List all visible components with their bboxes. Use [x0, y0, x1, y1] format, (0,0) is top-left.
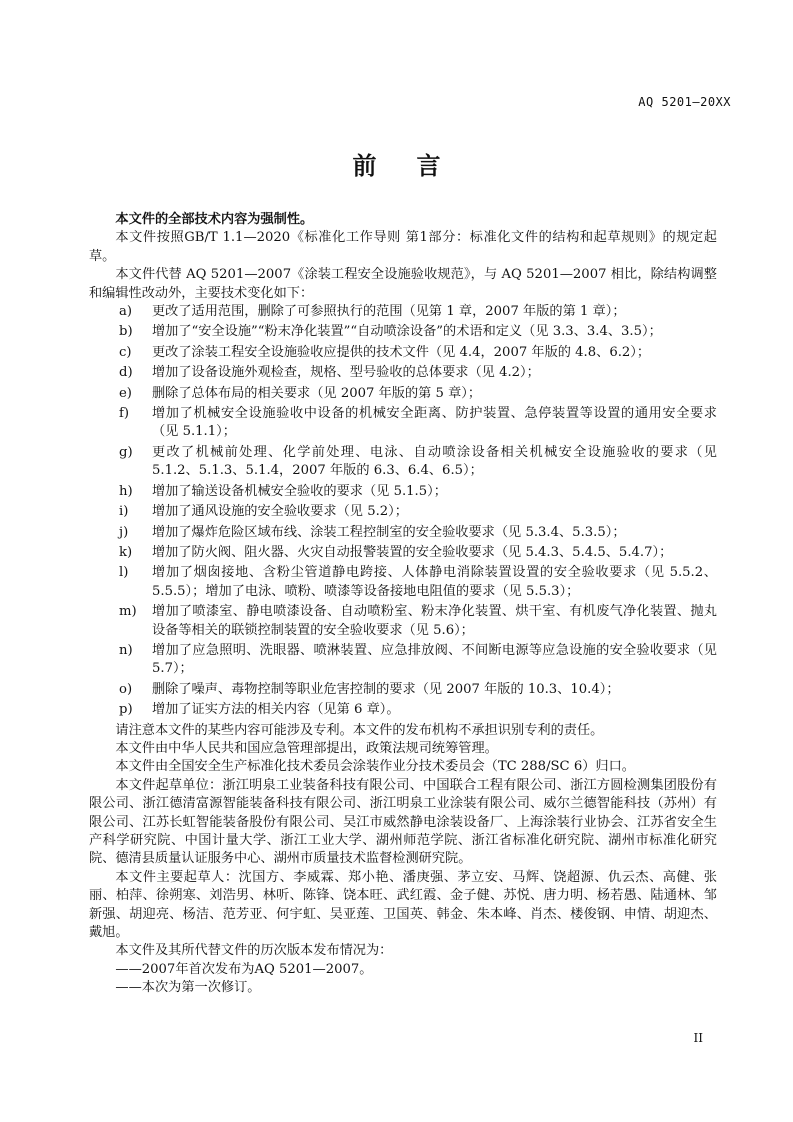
list-item [89, 681, 717, 699]
list-text: 增加了烟囱接地、含粉尘管道静电跨接、人体静电消除装置设置的安全验收要求（见 5.5.2、5.5.5）；增加了电泳、喷粉、喷漆等设备接地电阻值的要求（见 5.5.3）； [152, 565, 717, 599]
page-number: II [693, 1031, 703, 1045]
list-marker: e) [119, 385, 132, 401]
replaces-paragraph: 本文件代替 AQ 5201—2007《涂装工程安全设施验收规范》，与 AQ 5201—2007 相比，除结构调整和编辑性改动外，主要技术变化如下： [89, 267, 717, 301]
list-text: 增加了喷漆室、静电喷漆设备、自动喷粉室、粉末净化装置、烘干室、有机废气净化装置、抛丸设备等相关的联锁控制装置的安全验收要求（见 5.6）； [152, 604, 717, 638]
list-item [89, 364, 717, 382]
list-item [89, 303, 717, 321]
list-marker: c) [119, 344, 132, 360]
list-text: 增加了证实方法的相关内容（见第 6 章）。 [152, 702, 400, 718]
list-item [89, 603, 717, 640]
list-item [89, 444, 717, 481]
list-marker: f) [119, 406, 130, 422]
list-marker: i) [119, 504, 129, 520]
list-text: 增加了机械安全设施验收中设备的机械安全距离、防护装置、急停装置等设置的通用安全要求（见 5.1.1）； [152, 406, 717, 440]
list-marker: j) [119, 524, 129, 540]
list-item [89, 701, 717, 719]
list-marker: p) [119, 702, 133, 718]
list-marker: g) [119, 444, 133, 460]
list-item [89, 344, 717, 362]
list-marker: k) [119, 544, 133, 560]
history-item-current: ——本次为第一次修订。 [115, 980, 261, 996]
title-char-1: 前 [352, 151, 377, 180]
list-text: 增加了防火阀、阻火器、火灾自动报警装置的安全验收要求（见 5.4.3、5.4.5、5.4.7）； [152, 544, 673, 560]
list-text: 增加了“安全设施”“粉末净化装置”“自动喷涂设备”的术语和定义（见 3.3、3.4、3.5）； [152, 324, 662, 340]
committee-paragraph: 本文件由全国安全生产标准化技术委员会涂装作业分技术委员会（TC 288/SC 6）归口。 [115, 759, 635, 775]
list-item [89, 642, 717, 679]
list-marker: b) [119, 324, 133, 340]
list-text: 更改了适用范围，删除了可参照执行的范围（见第 1 章，2007 年版的第 1 章）； [152, 304, 626, 320]
list-text: 增加了爆炸危险区域布线、涂装工程控制室的安全验收要求（见 5.3.4、5.3.5）； [152, 524, 626, 540]
document-code: AQ 5201—20XX [638, 95, 731, 109]
list-item [89, 503, 717, 521]
list-item [89, 544, 717, 562]
list-text: 增加了设备设施外观检查，规格、型号验收的总体要求（见 4.2）； [152, 365, 540, 381]
list-marker: n) [119, 642, 133, 658]
drafting-rules-paragraph: 本文件按照GB/T 1.1—2020《标准化工作导则 第1部分：标准化文件的结构和起草规则》的规定起草。 [89, 230, 717, 264]
drafters-paragraph: 本文件主要起草人：沈国方、李威霖、郑小艳、潘庚强、茅立安、马辉、饶超源、仇云杰、高健、张丽、柏萍、徐朔寒、刘浩男、林听、陈锋、饶本旺、武红霞、金子健、苏悦、唐力明、杨若愚、陆通林、邹新强、胡迎亮、杨洁、范芳亚、何宇虹、吴亚莲、卫国英、韩金、朱本峰、肖杰、楼俊钢、申情、胡迎杰、戴旭。 [89, 869, 717, 941]
list-text: 增加了输送设备机械安全验收的要求（见 5.1.5）； [152, 483, 447, 499]
list-marker: l) [119, 565, 129, 581]
list-text: 增加了应急照明、洗眼器、喷淋装置、应急排放阀、不间断电源等应急设施的安全验收要求（见 5.7）； [152, 642, 717, 677]
list-item [89, 524, 717, 542]
foreword-body [89, 211, 717, 998]
list-item [89, 483, 717, 501]
title-char-2: 言 [416, 151, 441, 180]
list-item [89, 564, 717, 601]
drafting-units-paragraph: 本文件起草单位：浙江明泉工业装备科技有限公司、中国联合工程有限公司、浙江方圆检测集团股份有限公司、浙江德清富源智能装备科技有限公司、浙江明泉工业涂装有限公司、威尔兰德智能科技（苏州）有限公司、江苏长虹智能装备股份有限公司、吴江市威然静电涂装设备厂、上海涂装行业协会、江苏省安全生产科学研究院、中国计量大学、浙江工业大学、湖州师范学院、浙江省标准化研究院、湖州市标准化研究院、德清县质量认证服务中心、湖州市质量技术监督检测研究院。 [89, 777, 717, 867]
list-item [89, 405, 717, 442]
patent-notice: 请注意本文件的某些内容可能涉及专利。本文件的发布机构不承担识别专利的责任。 [115, 722, 604, 738]
list-marker: o) [119, 681, 133, 697]
list-text: 删除了总体布局的相关要求（见 2007 年版的第 5 章）； [152, 385, 482, 401]
list-item [89, 323, 717, 341]
list-text: 删除了噪声、毒物控制等职业危害控制的要求（见 2007 年版的 10.3、10.4）； [152, 681, 620, 697]
list-text: 更改了涂装工程安全设施验收应提供的技术文件（见 4.4，2007 年版的 4.8、6.2）； [152, 344, 651, 360]
list-marker: d) [119, 365, 133, 381]
page-title [0, 146, 793, 181]
history-item-2007: ——2007年首次发布为AQ 5201—2007。 [115, 961, 373, 977]
proposer-paragraph: 本文件由中华人民共和国应急管理部提出，政策法规司统筹管理。 [115, 740, 498, 756]
list-item [89, 385, 717, 403]
list-marker: h) [119, 483, 133, 499]
list-text: 增加了通风设施的安全验收要求（见 5.2）； [152, 504, 408, 520]
mandatory-statement: 本文件的全部技术内容为强制性。 [115, 212, 314, 227]
list-marker: a) [119, 304, 133, 320]
history-paragraph: 本文件及其所代替文件的历次版本发布情况为： [115, 943, 393, 959]
list-text: 更改了机械前处理、化学前处理、电泳、自动喷涂设备相关机械安全设施验收的要求（见 5.1.2、5.1.3、5.1.4，2007 年版的 6.3、6.4、6.5）； [152, 444, 717, 479]
list-marker: m) [119, 604, 137, 620]
changes-list [89, 303, 717, 720]
